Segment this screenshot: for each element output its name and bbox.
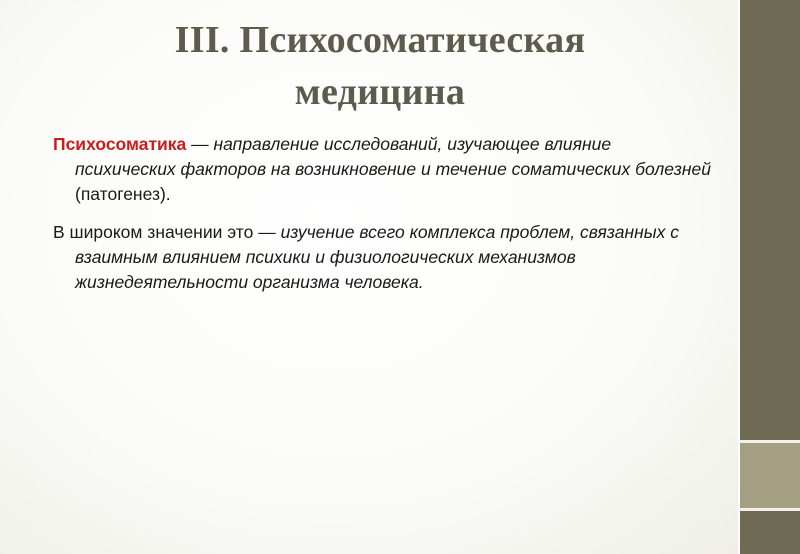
broad-meaning-paragraph	[53, 220, 713, 295]
definition-text: — направление исследований, изучающее влияние психических факторов на возникновение и течение соматических болезней	[75, 134, 711, 179]
sidebar-bottom-panel	[740, 511, 800, 554]
slide-title-line-2: медицина	[294, 71, 466, 113]
sidebar-middle-panel	[740, 443, 800, 508]
slide-title-line-1: III. Психосоматическая	[174, 19, 586, 61]
definition-tail: (патогенез).	[75, 184, 171, 204]
broad-meaning-lead: В широком значении это —	[53, 222, 281, 242]
term-psychosomatics: Психосоматика	[53, 134, 187, 154]
definition-paragraph	[53, 132, 713, 207]
decorative-sidebar	[738, 0, 800, 554]
slide-body	[53, 132, 713, 295]
slide-title	[60, 14, 700, 118]
broad-meaning-text: изучение всего комплекса проблем, связанных с взаимным влиянием психики и физиологических механизмов жизнедеятельности организма человека.	[75, 222, 679, 292]
sidebar-top-panel	[740, 0, 800, 440]
